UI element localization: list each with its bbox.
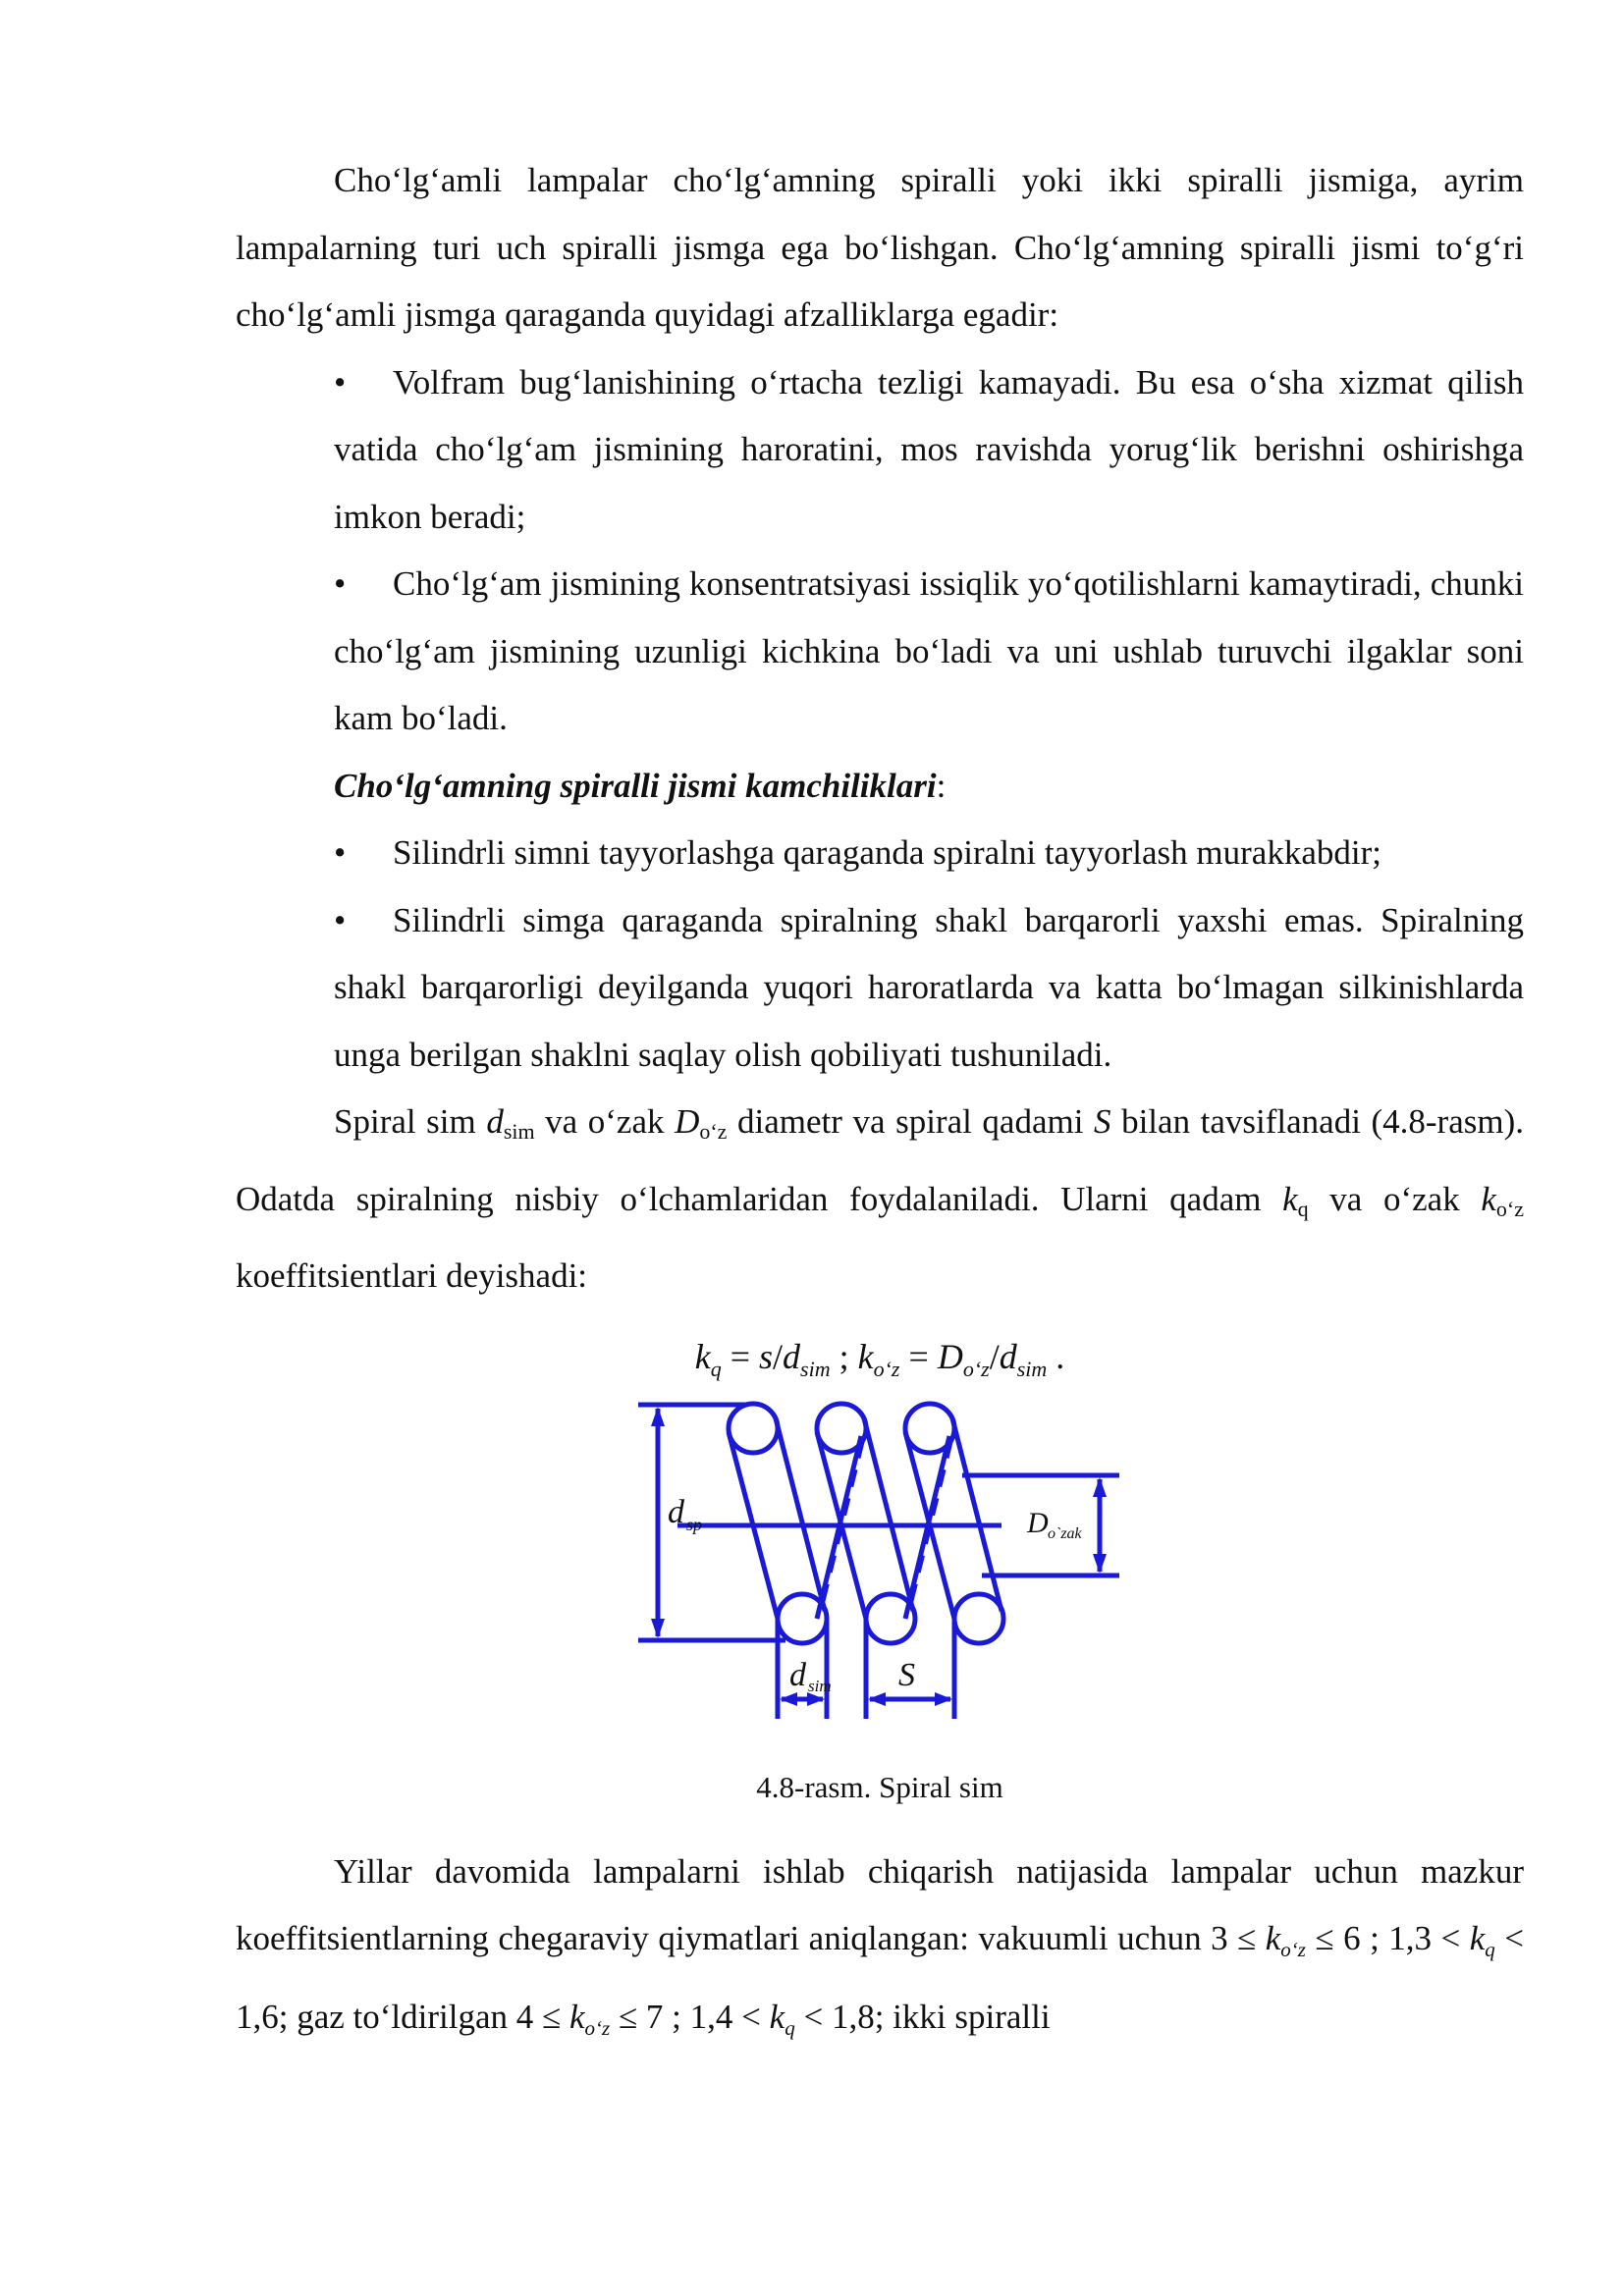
math-sub: q bbox=[785, 2015, 795, 2040]
advantage-bullet-1 bbox=[236, 349, 1524, 552]
text-run: ; bbox=[1360, 1919, 1389, 1957]
text-run: Spiral sim bbox=[334, 1102, 487, 1141]
disadvantage-bullet-1 bbox=[236, 820, 1524, 887]
symbol-sub: sim bbox=[503, 1119, 535, 1144]
formula-k: k bbox=[857, 1336, 874, 1376]
symbol-D: D bbox=[675, 1102, 700, 1141]
formula-d: d bbox=[783, 1336, 801, 1376]
spiral-paragraph bbox=[236, 1089, 1524, 1310]
spiral-figure bbox=[236, 1395, 1524, 1768]
figure-caption: 4.8-rasm. Spiral sim bbox=[756, 1769, 1003, 1804]
arrow-head bbox=[1093, 1477, 1107, 1497]
top-turn-1 bbox=[729, 1404, 778, 1453]
document-page bbox=[236, 147, 1524, 2061]
formula-eq: = bbox=[721, 1336, 760, 1376]
formula-eq: = bbox=[899, 1336, 938, 1376]
heading-colon: : bbox=[936, 766, 947, 805]
symbol-sub: o‘z bbox=[699, 1119, 728, 1144]
math-part: ≤ 7 bbox=[610, 1997, 664, 2036]
math-k: k bbox=[769, 1997, 785, 2036]
intro-paragraph: Cho‘lg‘amli lampalar cho‘lg‘amning spiralli yoki ikki spiralli jismiga, ayrim lampalarning turi uch spiralli jismga ega bo‘lishgan. Cho‘lg‘amning spiralli jismi to‘g‘ri cho‘lg‘amli jismga qaraganda quyidagi afzalliklarga egadir: bbox=[236, 161, 1524, 334]
math-part: ≤ 6 bbox=[1305, 1919, 1361, 1957]
math-sub: o‘z bbox=[1280, 1938, 1306, 1961]
math-k: k bbox=[1469, 1919, 1486, 1957]
text-run: ; gaz to‘ldirilgan bbox=[278, 1997, 516, 2036]
bullet-text: Cho‘lg‘am jismining konsentratsiyasi issiqlik yo‘qotilishlarni kamaytiradi, chunki cho‘lg‘am jismining uzunligi kichkina bo‘ladi va uni ushlab turuvchi ilgaklar soni kam bo‘ladi. bbox=[334, 564, 1524, 737]
bullet-text: Volfram bug‘lanishining o‘rtacha tezligi kamayadi. Bu esa o‘sha xizmat qilish vatida cho‘lg‘am jismining haroratini, mos ravishda yorug‘lik berishni oshirishga imkon beradi; bbox=[334, 362, 1524, 536]
label-dozak-sub: o`zak bbox=[1048, 1524, 1082, 1542]
bullet-icon: • bbox=[334, 833, 347, 872]
bullet-icon: • bbox=[334, 564, 347, 603]
arrow-head bbox=[780, 1692, 797, 1706]
symbol-S: S bbox=[1094, 1102, 1111, 1141]
label-dozak: D bbox=[1027, 1506, 1049, 1539]
text-run: diametr va spiral qadami bbox=[727, 1102, 1095, 1141]
text-run: Yillar davomida lampalarni ishlab chiqarish natijasida lampalar uchun mazkur koeffitsientlarning chegaraviy qiymatlari aniqlangan: vakuumli uchun bbox=[236, 1851, 1524, 1957]
spiral-drawing bbox=[638, 1404, 1119, 1719]
bullet-icon: • bbox=[334, 900, 347, 939]
math-part: < 1,6 bbox=[236, 1919, 1524, 2036]
disadvantages-heading bbox=[236, 753, 1524, 821]
arrow-head bbox=[651, 1407, 665, 1426]
wire-front bbox=[864, 1418, 913, 1611]
math-k: k bbox=[568, 1997, 585, 2036]
formula-sub: q bbox=[710, 1356, 722, 1381]
formula-slash: / bbox=[773, 1336, 784, 1376]
formula-sub: sim bbox=[1016, 1356, 1048, 1381]
formula-slash: / bbox=[989, 1336, 1000, 1376]
text-run: ; ikki spiralli bbox=[874, 1997, 1051, 2036]
formula-k: k bbox=[694, 1336, 711, 1376]
math-k: k bbox=[1265, 1919, 1281, 1957]
bullet-text: Silindrli simga qaraganda spiralning shakl barqarorli yaxshi emas. Spiralning shakl barqarorligi deyilganda yuqori haroratlarda va katta bo‘lmagan silkinishlarda unga berilgan shaklni saqlay olish qobiliyati tushuniladi. bbox=[334, 900, 1524, 1074]
label-dsp: d bbox=[668, 1493, 684, 1530]
wire-front bbox=[776, 1418, 825, 1611]
label-dsp-sub: sp bbox=[686, 1514, 703, 1534]
formula-d: d bbox=[999, 1336, 1017, 1376]
advantage-bullet-2 bbox=[236, 551, 1524, 753]
text-run: va o‘zak bbox=[1308, 1179, 1482, 1218]
label-dsim: d bbox=[789, 1656, 806, 1693]
formula-sub: o‘z bbox=[873, 1356, 900, 1381]
text-run: ; bbox=[663, 1997, 690, 2036]
symbol-k: k bbox=[1481, 1179, 1496, 1218]
label-S: S bbox=[898, 1656, 915, 1693]
math-part: < 1,8 bbox=[794, 1997, 875, 2036]
math-inline bbox=[689, 1997, 875, 2040]
bottom-turn-3 bbox=[954, 1594, 1003, 1643]
bullet-text: Silindrli simni tayyorlashga qaraganda spiralni tayyorlash murakkabdir; bbox=[393, 833, 1381, 872]
math-part: 1,3 < bbox=[1388, 1919, 1470, 1957]
arrow-head bbox=[935, 1692, 952, 1706]
symbol-sub: o‘z bbox=[1495, 1196, 1524, 1221]
formula-sub: o‘z bbox=[962, 1356, 990, 1381]
formula-sub: sim bbox=[800, 1356, 831, 1381]
math-part: 3 ≤ bbox=[1211, 1919, 1266, 1957]
formula-end: . bbox=[1047, 1336, 1065, 1376]
heading-text: Cho‘lg‘amning spiralli jismi kamchiliklari bbox=[334, 766, 937, 805]
arrow-head bbox=[1093, 1554, 1107, 1574]
disadvantage-bullet-2 bbox=[236, 887, 1524, 1090]
text-run: va o‘zak bbox=[534, 1102, 676, 1141]
coefficient-formula bbox=[236, 1318, 1524, 1395]
symbol-sub: q bbox=[1297, 1196, 1309, 1221]
label-dsim-sub: sim bbox=[808, 1676, 832, 1695]
math-inline bbox=[515, 1997, 664, 2040]
bullet-icon: • bbox=[334, 362, 347, 401]
arrow-head bbox=[868, 1692, 886, 1706]
math-inline bbox=[1211, 1919, 1361, 1961]
spiral-diagram bbox=[236, 1395, 1524, 1768]
formula-D: D bbox=[937, 1336, 963, 1376]
formula-s: s bbox=[759, 1336, 774, 1376]
limits-paragraph bbox=[236, 1839, 1524, 2062]
math-part: 4 ≤ bbox=[515, 1997, 569, 2036]
math-sub: q bbox=[1485, 1938, 1495, 1961]
text-run: koeffitsientlari deyishadi: bbox=[236, 1256, 588, 1295]
formula-sep: ; bbox=[830, 1336, 858, 1376]
symbol-d: d bbox=[486, 1102, 504, 1141]
math-part: 1,4 < bbox=[689, 1997, 770, 2036]
symbol-k: k bbox=[1282, 1179, 1298, 1218]
wire-front bbox=[952, 1418, 1001, 1611]
arrow-head bbox=[651, 1619, 665, 1638]
text-run: bilan tavsiflanadi (4.8-rasm). Odatda spiralning nisbiy o‘lchamlaridan foydalaniladi. Ularni qadam bbox=[236, 1102, 1524, 1218]
math-sub: o‘z bbox=[584, 2015, 611, 2040]
